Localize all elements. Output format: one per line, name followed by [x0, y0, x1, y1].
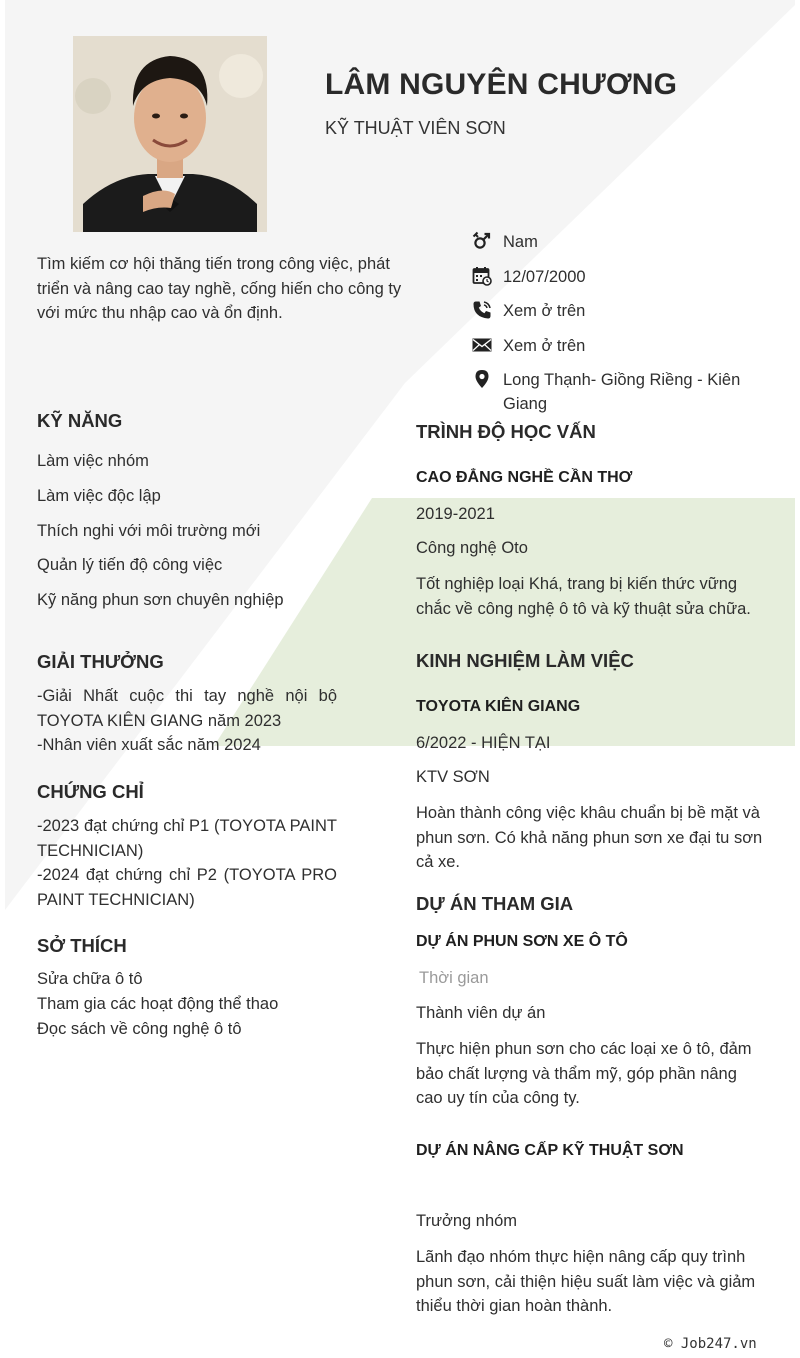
education-major: Công nghệ Oto: [416, 539, 528, 557]
project-role: Thành viên dự án: [416, 1004, 546, 1022]
skill-item: Quản lý tiến độ công việc: [37, 556, 223, 574]
certificates-heading: CHỨNG CHỈ: [37, 781, 144, 802]
gender-value: Nam: [503, 233, 538, 251]
hobby-item: Tham gia các hoạt động thể thao: [37, 995, 279, 1013]
envelope-icon: [472, 335, 492, 355]
calendar-icon: [472, 266, 492, 286]
hobby-item: Sửa chữa ô tô: [37, 970, 143, 988]
email-value: Xem ở trên: [503, 336, 586, 355]
job-title: KỸ THUẬT VIÊN SƠN: [325, 118, 506, 138]
experience-company: TOYOTA KIÊN GIANG: [416, 698, 581, 715]
gender-icon: [472, 231, 492, 251]
projects-heading: DỰ ÁN THAM GIA: [416, 893, 574, 914]
footer-credit: © Job247.vn: [664, 1336, 757, 1352]
certificate-item: -2024 đạt chứng chỉ P2 (TOYOTA PRO PAINT TECHNICIAN): [37, 866, 337, 909]
project-name: DỰ ÁN PHUN SƠN XE Ô TÔ: [416, 933, 628, 950]
contact-address: [472, 368, 752, 416]
skill-item: Làm việc nhóm: [37, 452, 149, 470]
profile-photo: [73, 36, 267, 232]
hobbies-heading: SỞ THÍCH: [37, 935, 127, 956]
project-name: DỰ ÁN NÂNG CẤP KỸ THUẬT SƠN: [416, 1142, 684, 1159]
candidate-name: LÂM NGUYÊN CHƯƠNG: [325, 68, 678, 101]
contact-birthday: [472, 265, 752, 289]
experience-position: KTV SƠN: [416, 768, 490, 786]
contact-info: [472, 230, 752, 427]
phone-value: Xem ở trên: [503, 302, 586, 320]
experience-period: 6/2022 - HIỆN TẠI: [416, 734, 551, 752]
project-role: Trưởng nhóm: [416, 1212, 518, 1230]
award-item: -Nhân viên xuất sắc năm 2024: [37, 736, 261, 754]
education-school: CAO ĐẲNG NGHỀ CẦN THƠ: [416, 469, 633, 486]
contact-email: [472, 334, 752, 358]
career-objective: Tìm kiếm cơ hội thăng tiến trong công việc, phát triển và nâng cao tay nghề, cống hiến cho công ty với mức thu nhập cao và ổn định.: [37, 255, 402, 322]
experience-heading: KINH NGHIỆM LÀM VIỆC: [416, 650, 634, 671]
contact-gender: [472, 230, 752, 254]
skill-item: Thích nghi với môi trường mới: [37, 522, 261, 540]
experience-description: Hoàn thành công việc khâu chuẩn bị bề mặt và phun sơn. Có khả năng phun sơn xe đại tu sơn cả xe.: [416, 804, 763, 871]
award-item: -Giải Nhất cuộc thi tay nghề nội bộ TOYOTA KIÊN GIANG năm 2023: [37, 687, 337, 730]
skill-item: Làm việc độc lập: [37, 487, 161, 505]
map-pin-icon: [472, 369, 492, 389]
education-period: 2019-2021: [416, 505, 495, 523]
skill-item: Kỹ năng phun sơn chuyên nghiệp: [37, 591, 284, 609]
address-value: Long Thạnh- Giồng Riềng - Kiên Giang: [503, 371, 741, 413]
certificate-item: -2023 đạt chứng chỉ P1 (TOYOTA PAINT TECHNICIAN): [37, 817, 337, 860]
contact-phone: [472, 299, 752, 323]
hobby-item: Đọc sách về công nghệ ô tô: [37, 1020, 242, 1038]
education-description: Tốt nghiệp loại Khá, trang bị kiến thức vững chắc về công nghệ ô tô và kỹ thuật sửa chữa.: [416, 575, 751, 618]
phone-icon: [472, 300, 492, 320]
project-description: Thực hiện phun sơn cho các loại xe ô tô, đảm bảo chất lượng và thẩm mỹ, góp phần nâng cao uy tín của công ty.: [416, 1040, 752, 1107]
project-time: Thời gian: [419, 969, 489, 987]
education-heading: TRÌNH ĐỘ HỌC VẤN: [416, 421, 596, 442]
birthday-value: 12/07/2000: [503, 267, 586, 286]
skills-heading: KỸ NĂNG: [37, 410, 123, 431]
awards-heading: GIẢI THƯỞNG: [37, 651, 164, 672]
project-description: Lãnh đạo nhóm thực hiện nâng cấp quy trình phun sơn, cải thiện hiệu suất làm việc và giảm thiểu thời gian hoàn thành.: [416, 1248, 756, 1315]
